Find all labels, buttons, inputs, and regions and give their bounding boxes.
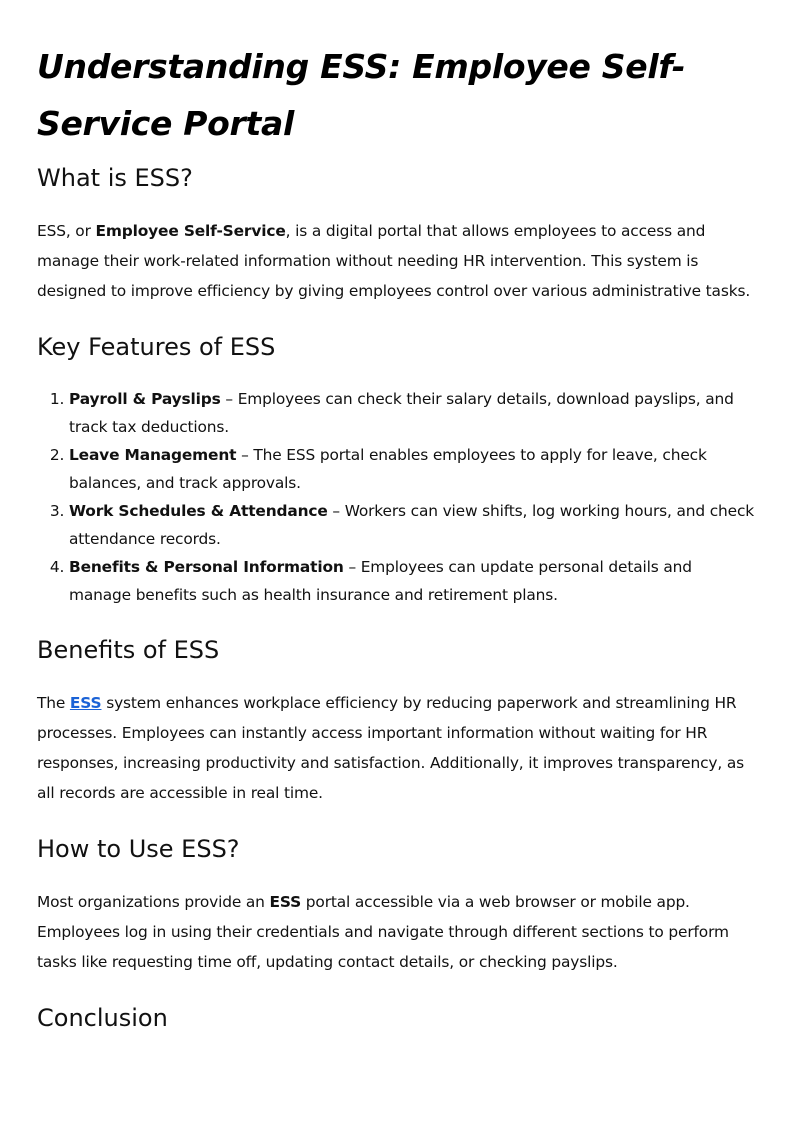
section-heading-benefits: Benefits of ESS [37, 636, 220, 664]
section-heading-conclusion: Conclusion [37, 1004, 168, 1032]
feature-description: – Workers can view shifts, log working hours, and check attendance records. [69, 502, 755, 548]
paragraph-text: The [37, 694, 70, 712]
features-list [37, 385, 757, 609]
paragraph-text: , is a digital portal that allows employees to access and manage their work-related information without needing HR intervention. This system is designed to improve efficiency by giving employees control over various administrative tasks. [37, 222, 751, 300]
feature-name: Benefits & Personal Information [69, 558, 344, 576]
paragraph-text: ESS, or [37, 222, 96, 240]
feature-description: – The ESS portal enables employees to apply for leave, check balances, and track approvals. [69, 446, 707, 492]
bold-term: ESS [269, 893, 302, 911]
paragraph-text: Most organizations provide an [37, 893, 270, 911]
how-to-use-paragraph [37, 887, 757, 977]
list-item [69, 441, 757, 497]
feature-name: Payroll & Payslips [69, 390, 221, 408]
section-heading-what-is-ess: What is ESS? [37, 164, 193, 192]
section-heading-how-to-use: How to Use ESS? [37, 835, 240, 863]
list-item [69, 385, 757, 441]
feature-name: Leave Management [69, 446, 237, 464]
feature-description: – Employees can update personal details and manage benefits such as health insurance and retirement plans. [69, 558, 692, 604]
benefits-paragraph [37, 688, 757, 808]
page-title: Understanding ESS: Employee Self-Service Portal [37, 47, 686, 143]
what-is-ess-paragraph [37, 216, 757, 306]
section-heading-key-features: Key Features of ESS [37, 333, 276, 361]
paragraph-text: portal accessible via a web browser or mobile app. Employees log in using their credentials and navigate through different sections to perform tasks like requesting time off, updating contact details, or checking payslips. [37, 893, 729, 971]
bold-term: Employee Self-Service [95, 222, 286, 240]
list-item [69, 497, 757, 553]
paragraph-text: system enhances workplace efficiency by reducing paperwork and streamlining HR processes. Employees can instantly access important information without waiting for HR responses, increasing productivity and satisfaction. Additionally, it improves transparency, as all records are accessible in real time. [37, 694, 744, 802]
feature-name: Work Schedules & Attendance [69, 502, 328, 520]
ess-link[interactable]: ESS [69, 694, 102, 712]
list-item [69, 553, 757, 609]
feature-description: – Employees can check their salary details, download payslips, and track tax deductions. [69, 390, 734, 436]
